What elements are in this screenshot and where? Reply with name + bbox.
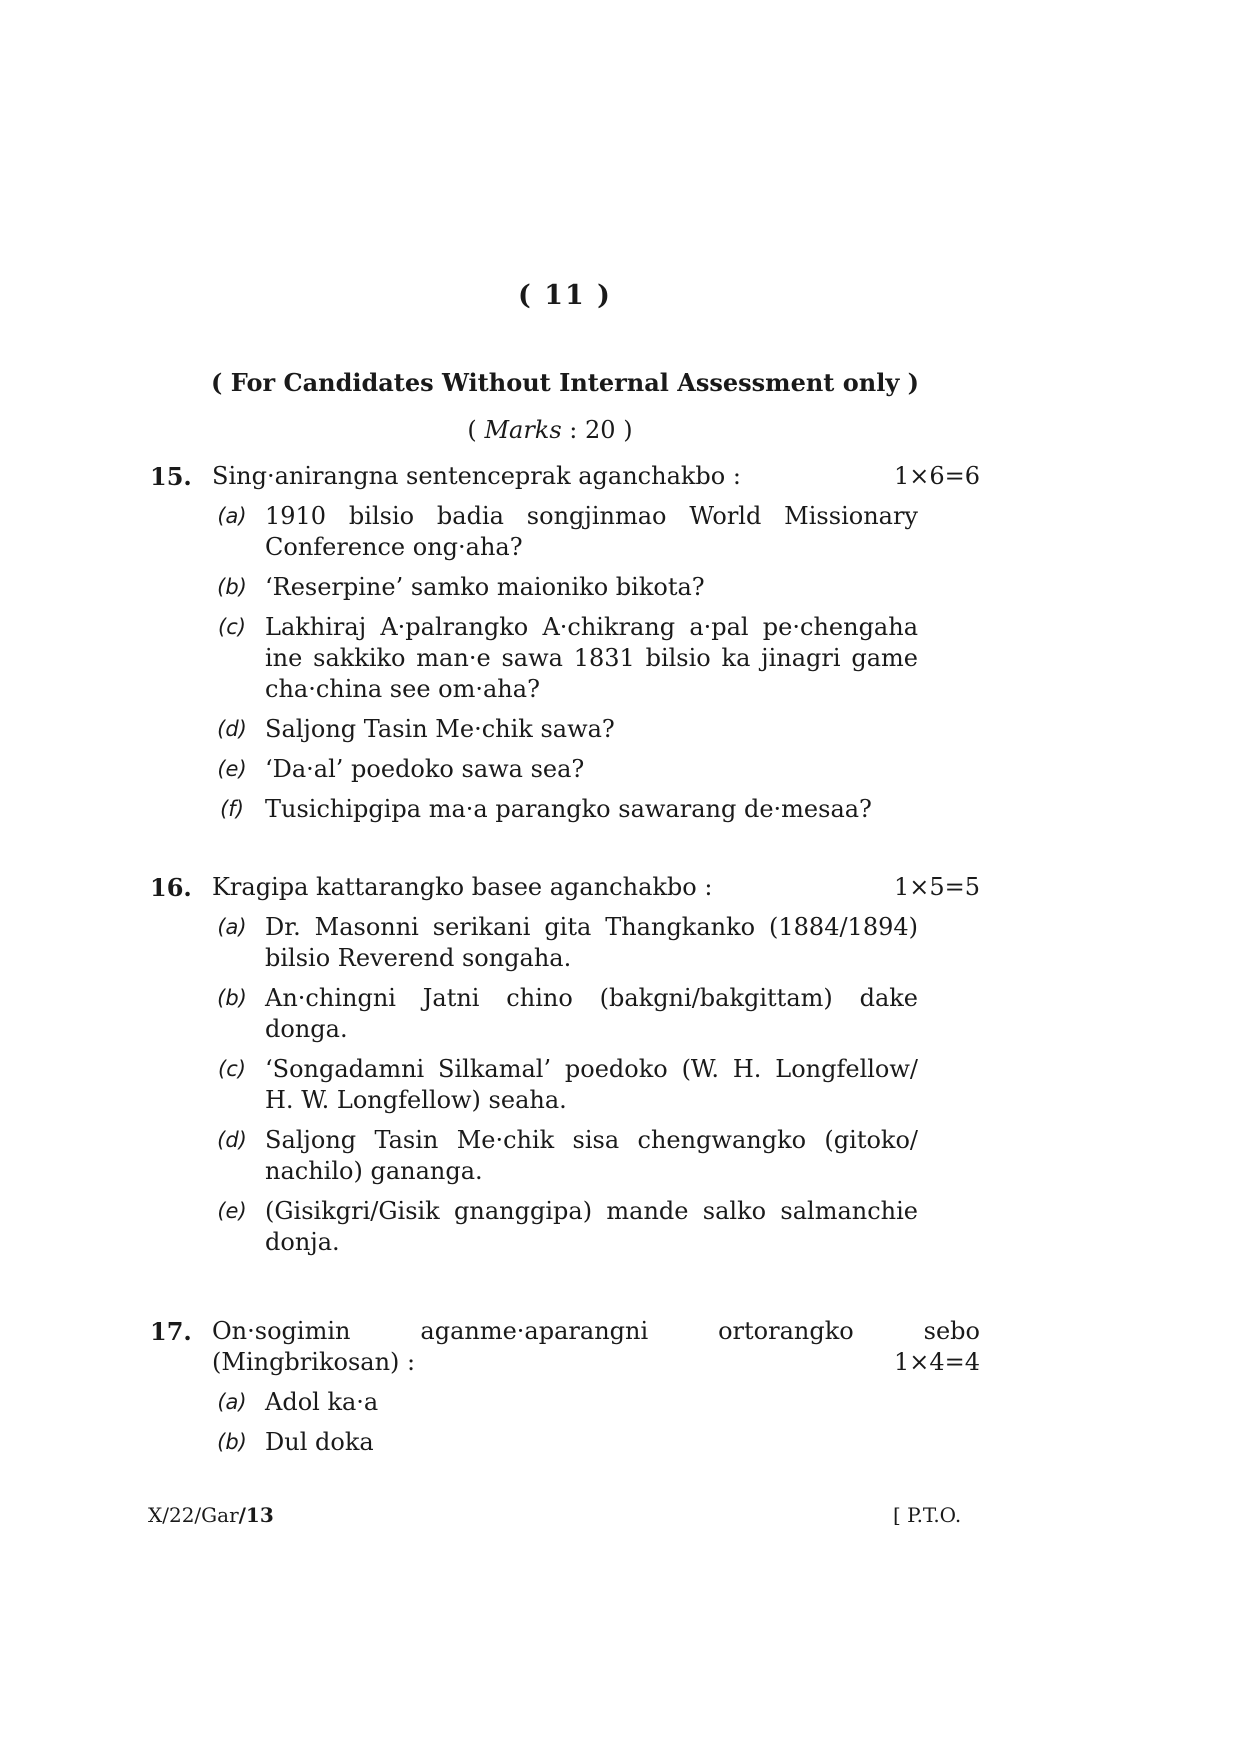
sub-question <box>150 794 918 825</box>
sub-question <box>150 612 918 705</box>
sub-question-text: ‘Songadamni Silkamal’ poedoko (W. H. Longfellow/ H. W. Longfellow) seaha. <box>265 1055 918 1114</box>
marks-label: Marks <box>484 416 562 444</box>
question-number: 17. <box>150 1317 192 1346</box>
sub-question-label: (b) <box>217 1430 247 1454</box>
footer-code-text: X/22/Gar <box>148 1503 239 1527</box>
sub-question <box>150 572 918 603</box>
sub-question-label: (a) <box>217 504 247 528</box>
sub-question <box>150 1387 918 1418</box>
sub-question-label: (c) <box>218 1057 246 1081</box>
footer-pto: [ P.T.O. <box>893 1503 962 1527</box>
sub-question <box>150 912 918 974</box>
sub-question-text: Lakhiraj A·palrangko A·chikrang a·pal pe·chengaha ine sakkiko man·e sawa 1831 bilsio ka jinagri game cha·china see om·aha? <box>265 613 918 703</box>
section-heading: ( For Candidates Without Internal Assessment only ) <box>211 368 919 397</box>
sub-question-text: (Gisikgri/Gisik gnanggipa) mande salko salmanchie donja. <box>265 1197 918 1256</box>
question-header <box>150 872 980 903</box>
sub-question <box>150 1427 918 1458</box>
sub-question <box>150 754 918 785</box>
sub-question-label: (a) <box>217 915 247 939</box>
sub-question-label: (d) <box>217 1128 247 1152</box>
question-text <box>212 1316 980 1347</box>
sub-question-label: (c) <box>218 615 246 639</box>
question-header <box>150 1316 980 1378</box>
question-text-line1: On·sogimin aganme·aparangni ortorangko sebo <box>212 1317 980 1345</box>
sub-question-list <box>150 501 980 825</box>
question-number: 16. <box>150 873 192 902</box>
question-text: Kragipa kattarangko basee aganchakbo : <box>212 873 713 901</box>
sub-question-list <box>150 1387 980 1458</box>
sub-question-text: Dul doka <box>265 1428 374 1456</box>
sub-question-text: Saljong Tasin Me·chik sisa chengwangko (gitoko/ nachilo) gananga. <box>265 1126 918 1185</box>
sub-question <box>150 1125 918 1187</box>
sub-question-list <box>150 912 980 1258</box>
sub-question-text: An·chingni Jatni chino (bakgni/bakgittam) dake donga. <box>265 984 918 1043</box>
question-text-line2: (Mingbrikosan) : <box>212 1348 416 1376</box>
question-header <box>150 461 980 492</box>
sub-question-label: (e) <box>217 1199 247 1223</box>
question-text: Sing·anirangna sentenceprak aganchakbo : <box>212 462 741 490</box>
sub-question <box>150 1054 918 1116</box>
sub-question-label: (e) <box>217 757 247 781</box>
sub-question-text: ‘Reserpine’ samko maioniko bikota? <box>265 573 705 601</box>
sub-question-label: (f) <box>220 797 244 821</box>
sub-question-label: (b) <box>217 986 247 1010</box>
question-16 <box>150 872 980 1267</box>
marks-line <box>430 416 670 444</box>
question-marks: 1×6=6 <box>893 462 980 490</box>
sub-question-label: (b) <box>217 575 247 599</box>
marks-close-paren: ) <box>623 416 633 444</box>
sub-question <box>150 983 918 1045</box>
sub-question-label: (d) <box>217 717 247 741</box>
page-number: ( 11 ) <box>518 280 612 311</box>
marks-open-paren: ( <box>467 416 477 444</box>
sub-question <box>150 501 918 563</box>
footer-paper-code <box>148 1503 274 1527</box>
sub-question-text: Dr. Masonni serikani gita Thangkanko (1884/1894) bilsio Reverend songaha. <box>265 913 918 972</box>
sub-question-label: (a) <box>217 1390 247 1414</box>
question-marks: 1×5=5 <box>893 873 980 901</box>
question-marks: 1×4=4 <box>893 1348 980 1376</box>
sub-question-text: Adol ka·a <box>265 1388 379 1416</box>
sub-question <box>150 714 918 745</box>
question-number: 15. <box>150 462 192 491</box>
marks-value: : 20 <box>569 416 616 444</box>
footer-code-bold: /13 <box>238 1503 274 1527</box>
sub-question-text: 1910 bilsio badia songjinmao World Missionary Conference ong·aha? <box>265 502 918 561</box>
sub-question <box>150 1196 918 1258</box>
question-17 <box>150 1316 980 1467</box>
question-15 <box>150 461 980 834</box>
sub-question-text: Tusichipgipa ma·a parangko sawarang de·mesaa? <box>265 795 872 823</box>
sub-question-text: ‘Da·al’ poedoko sawa sea? <box>265 755 585 783</box>
sub-question-text: Saljong Tasin Me·chik sawa? <box>265 715 615 743</box>
